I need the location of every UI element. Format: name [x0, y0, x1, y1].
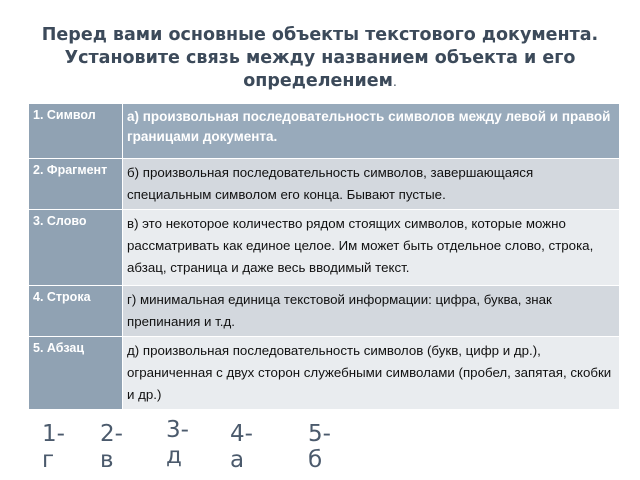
table-row	[29, 286, 620, 337]
slide-title-end-mark: .	[392, 75, 397, 89]
definition-cell: а) произвольная последовательность символов между левой и правой границами документа.	[123, 104, 620, 159]
slide-title	[20, 24, 620, 94]
answer-5[interactable]	[308, 421, 348, 473]
term-cell: 2. Фрагмент	[29, 159, 123, 210]
answer-4[interactable]	[230, 421, 270, 473]
table-row	[29, 159, 620, 210]
definition-cell: б) произвольная последовательность символов, завершающаяся специальным символом его конца. Бывают пустые.	[123, 159, 620, 210]
definition-cell: г) минимальная единица текстовой информации: цифра, буква, знак препинания и т.д.	[123, 286, 620, 337]
answer-number: 1-	[42, 421, 65, 447]
slide-title-text: Перед вами основные объекты текстового документа. Установите связь между названием объекта и его определением	[41, 25, 599, 91]
answer-2[interactable]	[100, 421, 140, 473]
term-cell: 5. Абзац	[29, 337, 123, 410]
matching-table	[28, 103, 620, 410]
definition-cell: д) произвольная последовательность символов (букв, цифр и др.), ограниченная с двух сторон служебными символами (пробел, запятая, скобки и др.)	[123, 337, 620, 410]
table-row	[29, 337, 620, 410]
term-cell: 1. Символ	[29, 104, 123, 159]
term-cell: 4. Строка	[29, 286, 123, 337]
answer-letter: д	[166, 443, 182, 469]
table-row	[29, 210, 620, 286]
answer-letter: а	[230, 447, 245, 473]
answer-1[interactable]	[42, 421, 82, 473]
answer-number: 5-	[308, 421, 331, 447]
answer-number: 3-	[166, 417, 189, 443]
answer-number: 4-	[230, 421, 253, 447]
table-row	[29, 104, 620, 159]
answer-letter: г	[42, 447, 55, 473]
answer-letter: б	[308, 447, 323, 473]
answer-3[interactable]	[166, 417, 206, 469]
definition-cell: в) это некоторое количество рядом стоящих символов, которые можно рассматривать как единое целое. Им может быть отдельное слово, строка, абзац, страница и даже весь вводимый текст.	[123, 210, 620, 286]
answer-number: 2-	[100, 421, 123, 447]
answer-letter: в	[100, 447, 114, 473]
term-cell: 3. Слово	[29, 210, 123, 286]
